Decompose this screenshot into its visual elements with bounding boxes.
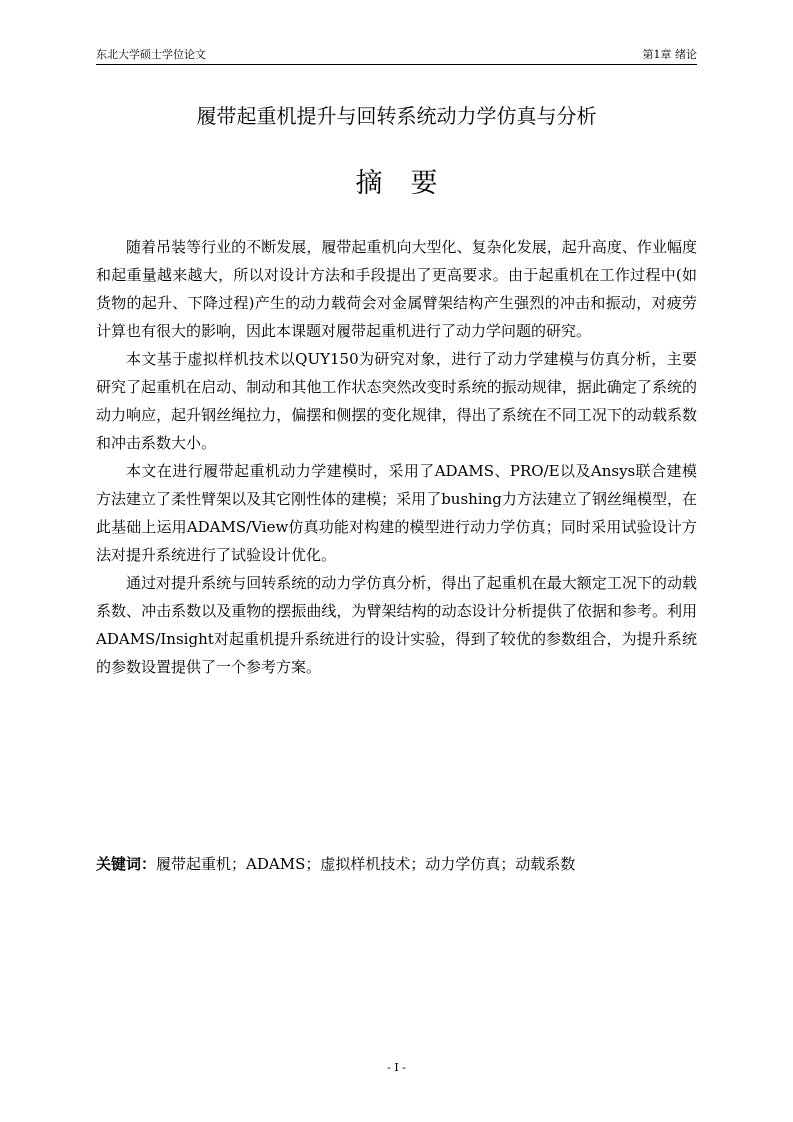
page-number: - I - xyxy=(387,1061,406,1074)
header-chapter: 第1章 绪论 xyxy=(642,48,697,61)
abstract-paragraph: 本文基于虚拟样机技术以QUY150为研究对象，进行了动力学建模与仿真分析，主要研究了起重机在启动、制动和其他工作状态突然改变时系统的振动规律，据此确定了系统的动力响应，起升钢丝绳拉力，偏摆和侧摆的变化规律，得出了系统在不同工况下的动载系数和冲击系数大小。 xyxy=(96,350,697,452)
keywords-text: 履带起重机；ADAMS；虚拟样机技术；动力学仿真；动载系数 xyxy=(156,855,576,873)
running-header xyxy=(96,46,697,65)
keywords-label: 关键词： xyxy=(96,855,157,873)
abstract-paragraph: 随着吊装等行业的不断发展，履带起重机向大型化、复杂化发展，起升高度、作业幅度和起重量越来越大，所以对设计方法和手段提出了更高要求。由于起重机在工作过程中(如货物的起升、下降过程)产生的动力载荷会对金属臂架结构产生强烈的冲击和振动，对疲劳计算也有很大的影响，因此本课题对履带起重机进行了动力学问题的研究。 xyxy=(96,238,697,340)
thesis-title: 履带起重机提升与回转系统动力学仿真与分析 xyxy=(196,104,597,128)
header-university: 东北大学硕士学位论文 xyxy=(96,48,206,61)
keywords-line xyxy=(96,850,697,878)
abstract-heading: 摘要 xyxy=(355,168,466,199)
abstract-paragraph: 通过对提升系统与回转系统的动力学仿真分析，得出了起重机在最大额定工况下的动载系数、冲击系数以及重物的摆振曲线，为臂架结构的动态设计分析提供了依据和参考。利用ADAMS/Insight对起重机提升系统进行的设计实验，得到了较优的参数组合，为提升系统的参数设置提供了一个参考方案。 xyxy=(96,574,697,676)
abstract-body xyxy=(96,233,697,681)
abstract-paragraph: 本文在进行履带起重机动力学建模时，采用了ADAMS、PRO/E以及Ansys联合建模方法建立了柔性臂架以及其它刚性体的建模；采用了bushing力方法建立了钢丝绳模型，在此基础上运用ADAMS/View仿真功能对构建的模型进行动力学仿真；同时采用试验设计方法对提升系统进行了试验设计优化。 xyxy=(96,462,697,564)
